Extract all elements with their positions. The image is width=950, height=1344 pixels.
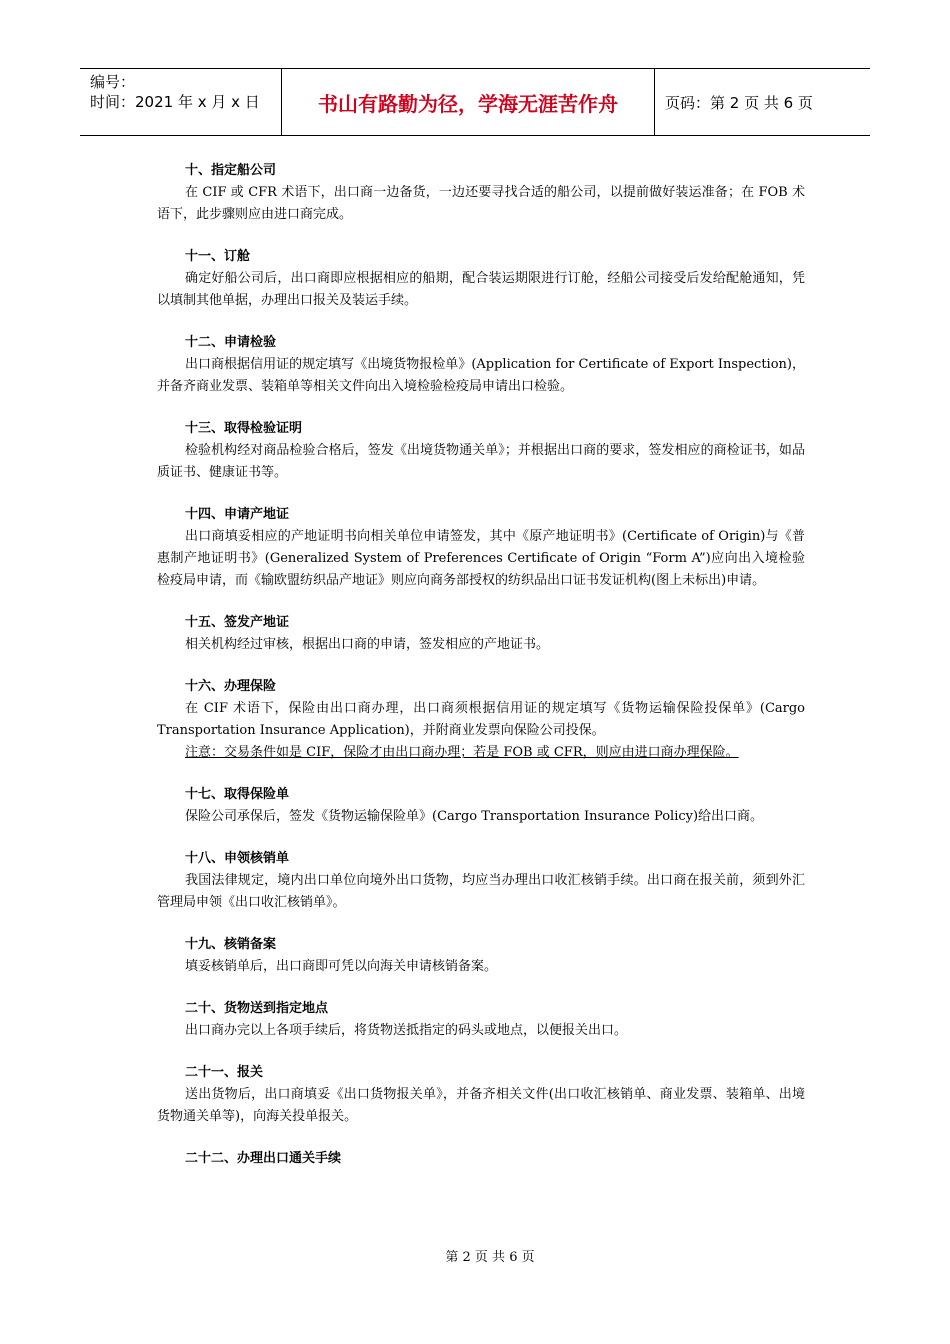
section-title: 十二、申请检验 bbox=[185, 335, 277, 350]
page-header bbox=[80, 68, 870, 136]
section bbox=[157, 934, 805, 978]
section-body: 检验机构经对商品检验合格后，签发《出境货物通关单》；并根据出口商的要求，签发相应的商检证书，如品质证书、健康证书等。 bbox=[157, 443, 805, 480]
section-title: 十一、订舱 bbox=[185, 249, 251, 264]
document-number: 编号： bbox=[90, 73, 136, 91]
section-title: 二十、货物送到指定地点 bbox=[185, 1001, 329, 1016]
section bbox=[157, 676, 805, 764]
section-title: 二十一、报关 bbox=[185, 1065, 264, 1080]
section bbox=[157, 418, 805, 484]
section-body: 保险公司承保后，签发《货物运输保险单》(Cargo Transportation Insurance Policy)给出口商。 bbox=[185, 809, 764, 824]
section-body: 在 CIF 术语下，保险由出口商办理，出口商须根据信用证的规定填写《货物运输保险投保单》(Cargo Transportation Insurance Application)，并附商业发票向保险公司投保。 bbox=[157, 701, 805, 738]
section bbox=[157, 1148, 805, 1170]
section-body: 相关机构经过审核，根据出口商的申请，签发相应的产地证书。 bbox=[185, 637, 550, 652]
section-body: 出口商填妥相应的产地证明书向相关单位申请签发，其中《原产地证明书》(Certificate of Origin)与《普惠制产地证明书》(Generalized System of Preferences Certificate of Origin “Form A”)应向出入境检验检疫局申请，而《输欧盟纺织品产地证》则应向商务部授权的纺织品出口证书发证机构(图上未标出)申请。 bbox=[157, 529, 805, 588]
header-motto: 书山有路勤为径，学海无涯苦作舟 bbox=[282, 69, 655, 135]
section-body: 出口商根据信用证的规定填写《出境货物报检单》(Application for Certificate of Export Inspection)，并备齐商业发票、装箱单等相关文件向出入境检验检疫局申请出口检验。 bbox=[157, 357, 805, 394]
section bbox=[157, 848, 805, 914]
note-text: 注意：交易条件如是 CIF，保险才由出口商办理；若是 FOB 或 CFR，则应由进口商办理保险。 bbox=[185, 745, 739, 760]
section bbox=[157, 504, 805, 592]
section-body: 在 CIF 或 CFR 术语下，出口商一边备货，一边还要寻找合适的船公司，以提前做好装运准备；在 FOB 术语下，此步骤则应由进口商完成。 bbox=[157, 185, 805, 222]
section-title: 十六、办理保险 bbox=[185, 679, 277, 694]
section bbox=[157, 246, 805, 312]
section-body: 填妥核销单后，出口商即可凭以向海关申请核销备案。 bbox=[185, 959, 498, 974]
section bbox=[157, 160, 805, 226]
section-note bbox=[157, 742, 805, 764]
section-title: 十五、签发产地证 bbox=[185, 615, 290, 630]
section bbox=[157, 1062, 805, 1128]
section-title: 二十二、办理出口通关手续 bbox=[185, 1151, 342, 1166]
header-meta bbox=[80, 69, 282, 135]
document-date: 时间：2021 年 x 月 x 日 bbox=[90, 93, 260, 111]
page-footer: 第 2 页 共 6 页 bbox=[445, 1250, 535, 1265]
section-body: 出口商办完以上各项手续后，将货物送抵指定的码头或地点，以便报关出口。 bbox=[185, 1023, 628, 1038]
section bbox=[157, 998, 805, 1042]
section-body: 我国法律规定，境内出口单位向境外出口货物，均应当办理出口收汇核销手续。出口商在报关前，须到外汇管理局申领《出口收汇核销单》。 bbox=[157, 873, 805, 910]
section bbox=[157, 332, 805, 398]
section-body: 确定好船公司后，出口商即应根据相应的船期，配合装运期限进行订舱，经船公司接受后发给配舱通知，凭以填制其他单据，办理出口报关及装运手续。 bbox=[157, 271, 805, 308]
section-title: 十九、核销备案 bbox=[185, 937, 277, 952]
section-body: 送出货物后，出口商填妥《出口货物报关单》，并备齐相关文件(出口收汇核销单、商业发票、装箱单、出境货物通关单等)，向海关投单报关。 bbox=[157, 1087, 805, 1124]
section-title: 十四、申请产地证 bbox=[185, 507, 290, 522]
section-title: 十三、取得检验证明 bbox=[185, 421, 303, 436]
section-title: 十、指定船公司 bbox=[185, 163, 277, 178]
section-title: 十八、申领核销单 bbox=[185, 851, 290, 866]
header-page-number: 页码：第 2 页 共 6 页 bbox=[665, 93, 813, 112]
document-body bbox=[157, 160, 805, 1190]
section bbox=[157, 612, 805, 656]
section bbox=[157, 784, 805, 828]
section-title: 十七、取得保险单 bbox=[185, 787, 290, 802]
